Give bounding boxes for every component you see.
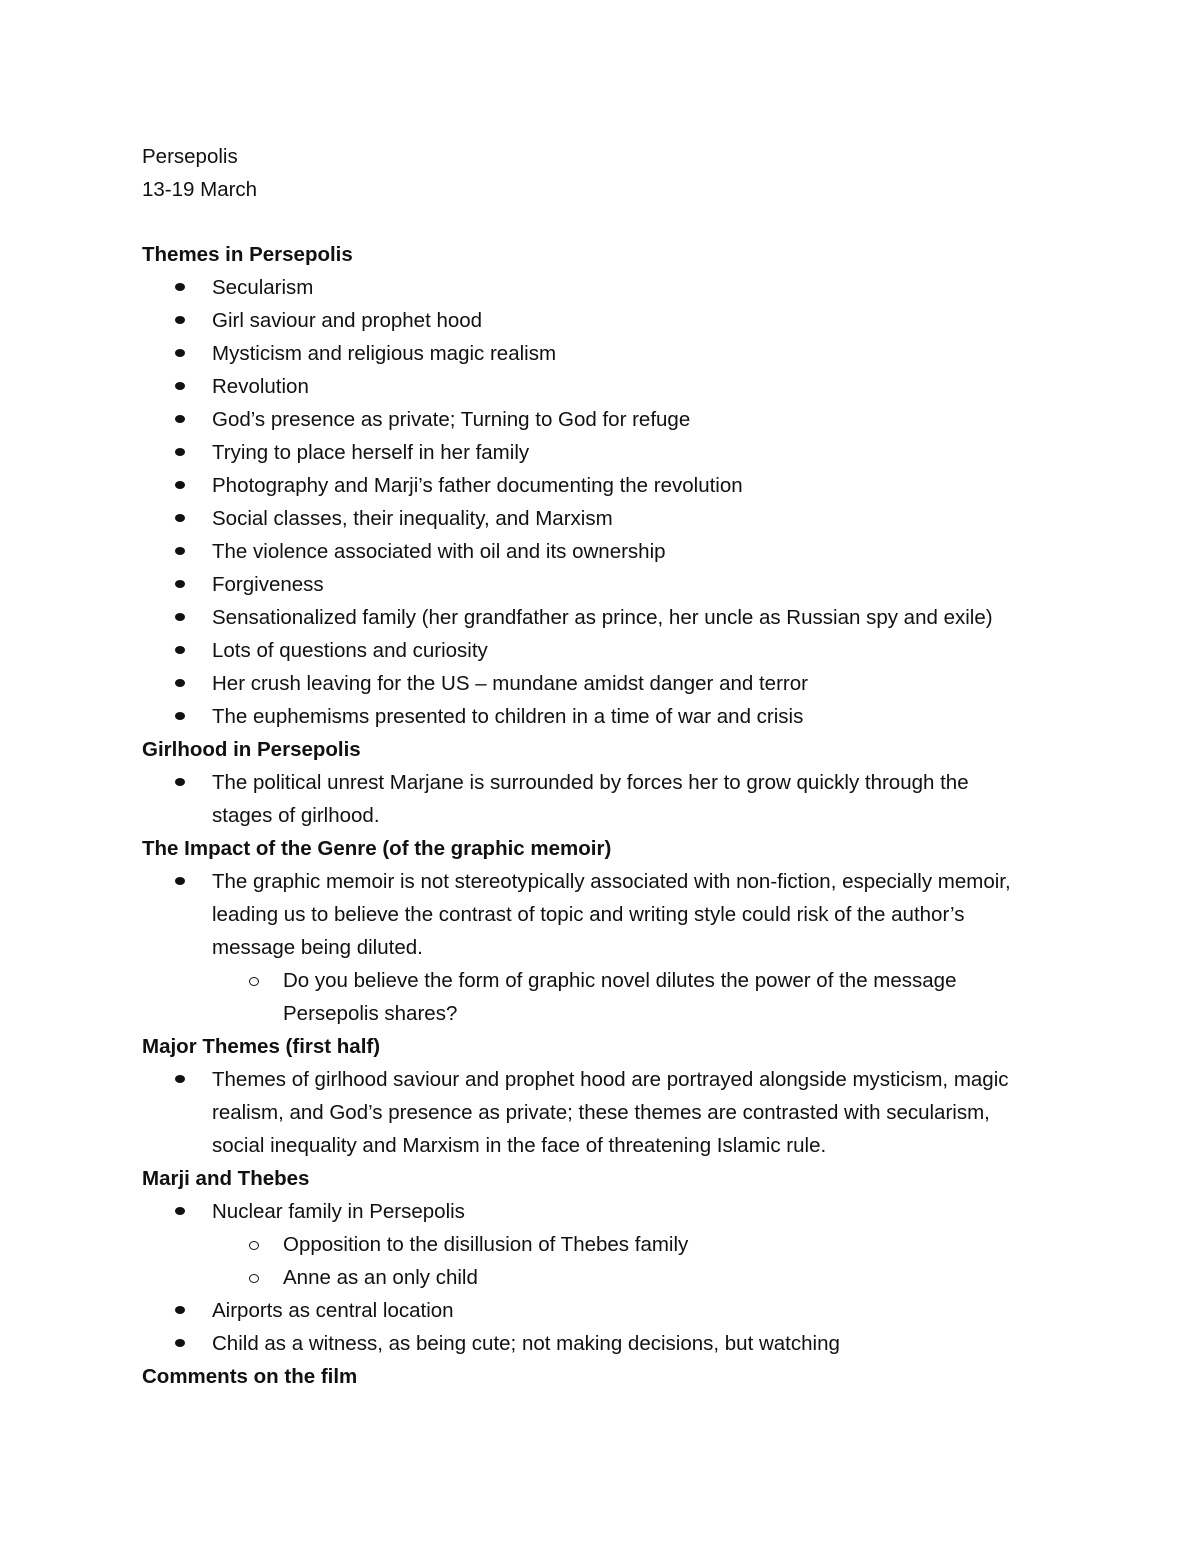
bullet-icon <box>175 580 185 588</box>
sub-list-item-text-line: Persepolis shares? <box>283 1002 458 1025</box>
section-heading-marji-thebes: Marji and Thebes <box>142 1167 310 1190</box>
list-item-text: Secularism <box>212 276 314 299</box>
bullet-icon <box>175 646 185 654</box>
list-item-text-line: realism, and God’s presence as private; these themes are contrasted with secularism, <box>212 1101 990 1124</box>
list-item-text: Sensationalized family (her grandfather as prince, her uncle as Russian spy and exile) <box>212 606 993 629</box>
list-item <box>212 667 1082 700</box>
list-item-text: Girl saviour and prophet hood <box>212 309 483 332</box>
list-item-text: Nuclear family in Persepolis <box>212 1200 465 1223</box>
list-item <box>212 304 1082 337</box>
list-item-text: Photography and Marji’s father documenting the revolution <box>212 474 743 497</box>
list-item <box>212 1294 1082 1327</box>
bullet-icon <box>175 1339 185 1347</box>
list-item <box>212 634 1082 667</box>
list-item-text: The euphemisms presented to children in a time of war and crisis <box>212 705 804 728</box>
marji-thebes-list <box>142 1195 1082 1360</box>
bullet-icon <box>175 349 185 357</box>
list-item <box>212 865 1082 1030</box>
bullet-icon <box>175 316 185 324</box>
section-heading-genre: The Impact of the Genre (of the graphic memoir) <box>142 837 612 860</box>
list-item-text: Forgiveness <box>212 573 324 596</box>
list-item <box>212 1327 1082 1360</box>
list-item <box>212 436 1082 469</box>
bullet-icon <box>175 547 185 555</box>
bullet-icon <box>175 679 185 687</box>
major-themes-list <box>142 1063 1082 1162</box>
bullet-icon <box>175 877 185 885</box>
sub-list-item-text: Anne as an only child <box>283 1266 478 1289</box>
list-item <box>212 469 1082 502</box>
document-title: Persepolis <box>142 145 238 168</box>
document-page <box>142 140 1082 1393</box>
bullet-icon <box>175 514 185 522</box>
circle-bullet-icon <box>249 977 259 986</box>
section-heading-girlhood: Girlhood in Persepolis <box>142 738 361 761</box>
list-item-text: Her crush leaving for the US – mundane amidst danger and terror <box>212 672 808 695</box>
list-item-text: Mysticism and religious magic realism <box>212 342 557 365</box>
list-item-text: Revolution <box>212 375 309 398</box>
list-item-text-line: The political unrest Marjane is surrounded by forces her to grow quickly through the <box>212 771 969 794</box>
list-item <box>212 271 1082 304</box>
list-item <box>212 766 1082 832</box>
list-item-text: The violence associated with oil and its ownership <box>212 540 666 563</box>
bullet-icon <box>175 481 185 489</box>
list-item-text: Trying to place herself in her family <box>212 441 530 464</box>
bullet-icon <box>175 415 185 423</box>
list-item-text-line: message being diluted. <box>212 936 423 959</box>
bullet-icon <box>175 283 185 291</box>
section-heading-major-themes: Major Themes (first half) <box>142 1035 381 1058</box>
list-item <box>212 1063 1082 1162</box>
bullet-icon <box>175 448 185 456</box>
themes-list <box>142 271 1082 733</box>
sub-list-item <box>283 1228 1082 1261</box>
section-heading-themes: Themes in Persepolis <box>142 243 353 266</box>
list-item <box>212 568 1082 601</box>
list-item <box>212 700 1082 733</box>
spacer <box>142 206 1082 238</box>
bullet-icon <box>175 712 185 720</box>
bullet-icon <box>175 778 185 786</box>
list-item-text: Lots of questions and curiosity <box>212 639 488 662</box>
list-item <box>212 502 1082 535</box>
list-item-text-line: Themes of girlhood saviour and prophet hood are portrayed alongside mysticism, magic <box>212 1068 1009 1091</box>
marji-thebes-sublist <box>212 1228 1082 1294</box>
list-item-text-line: stages of girlhood. <box>212 804 380 827</box>
section-heading-comments: Comments on the film <box>142 1365 358 1388</box>
list-item-text: Child as a witness, as being cute; not making decisions, but watching <box>212 1332 840 1355</box>
sub-list-item <box>283 1261 1082 1294</box>
bullet-icon <box>175 1207 185 1215</box>
sub-list-item <box>283 964 1082 1030</box>
list-item-text-line: The graphic memoir is not stereotypically associated with non-fiction, especially memoir, <box>212 870 1011 893</box>
bullet-icon <box>175 1306 185 1314</box>
girlhood-list <box>142 766 1082 832</box>
list-item <box>212 535 1082 568</box>
genre-sublist <box>212 964 1082 1030</box>
list-item <box>212 1195 1082 1294</box>
list-item-text-line: social inequality and Marxism in the face of threatening Islamic rule. <box>212 1134 827 1157</box>
list-item-text-line: leading us to believe the contrast of topic and writing style could risk of the author’s <box>212 903 965 926</box>
circle-bullet-icon <box>249 1274 259 1283</box>
bullet-icon <box>175 1075 185 1083</box>
list-item <box>212 337 1082 370</box>
genre-list <box>142 865 1082 1030</box>
list-item-text: Social classes, their inequality, and Marxism <box>212 507 613 530</box>
sub-list-item-text: Opposition to the disillusion of Thebes family <box>283 1233 689 1256</box>
bullet-icon <box>175 613 185 621</box>
list-item <box>212 370 1082 403</box>
sub-list-item-text-line: Do you believe the form of graphic novel dilutes the power of the message <box>283 969 957 992</box>
document-date: 13-19 March <box>142 178 258 201</box>
bullet-icon <box>175 382 185 390</box>
list-item <box>212 403 1082 436</box>
list-item <box>212 601 1082 634</box>
list-item-text: God’s presence as private; Turning to God for refuge <box>212 408 691 431</box>
list-item-text: Airports as central location <box>212 1299 454 1322</box>
circle-bullet-icon <box>249 1241 259 1250</box>
